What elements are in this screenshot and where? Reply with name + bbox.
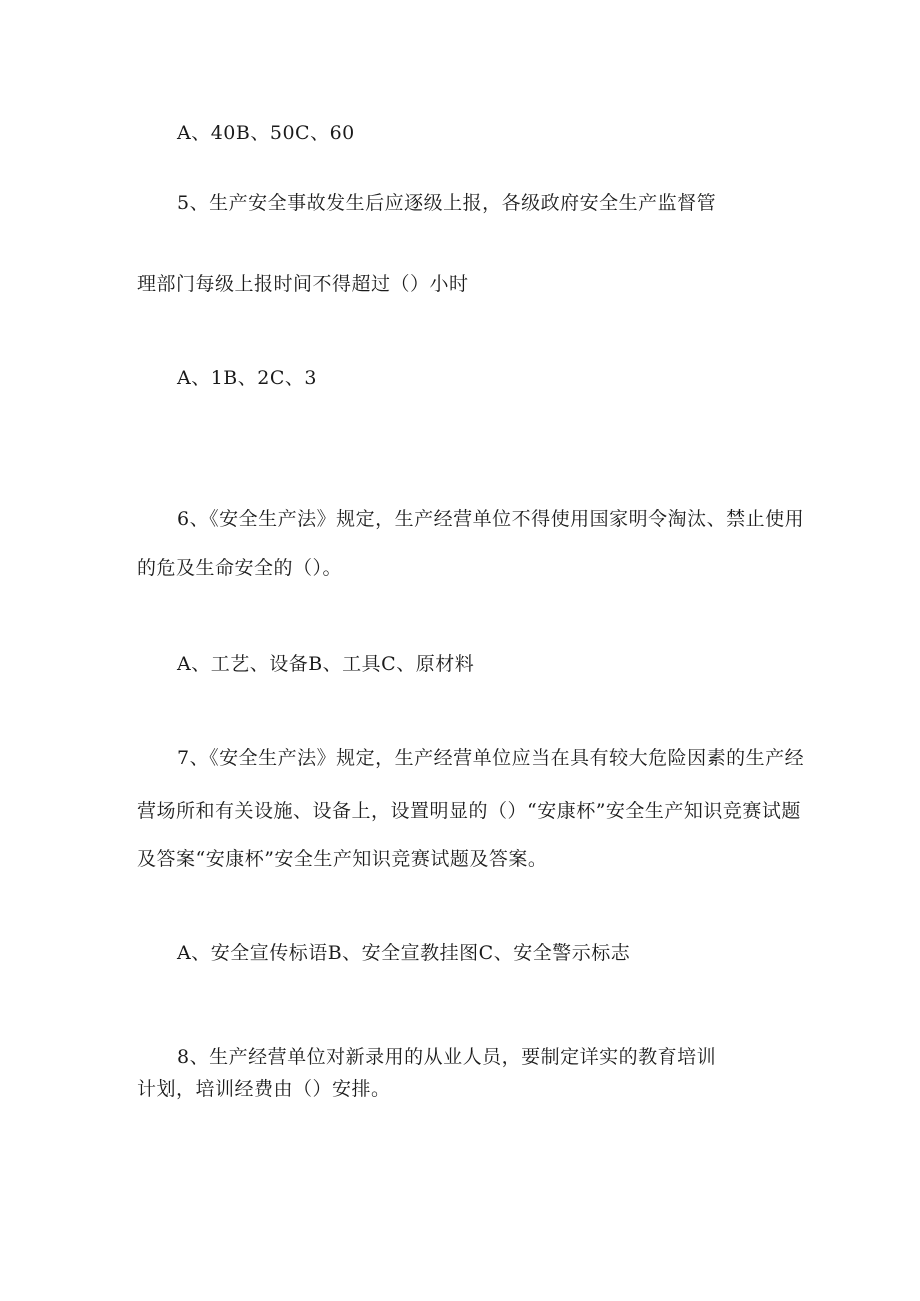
q4-options: A、40B、50C、60 xyxy=(177,122,355,144)
q6-text-line-1: 6、《安全生产法》规定，生产经营单位不得使用国家明令淘汰、禁止使用 xyxy=(177,508,805,530)
q7-text-line-1: 7、《安全生产法》规定，生产经营单位应当在具有较大危险因素的生产经 xyxy=(177,747,805,769)
q7-options: A、安全宣传标语B、安全宣教挂图C、安全警示标志 xyxy=(177,942,631,964)
q6-text-line-2: 的危及生命安全的（）。 xyxy=(137,557,343,579)
q5-text-line-2: 理部门每级上报时间不得超过（）小时 xyxy=(137,273,469,295)
q8-text-line-2: 计划，培训经费由（）安排。 xyxy=(137,1078,391,1100)
q7-text-line-3: 及答案“安康杯”安全生产知识竞赛试题及答案。 xyxy=(137,848,548,870)
q8-text-line-1: 8、生产经营单位对新录用的从业人员，要制定详实的教育培训 xyxy=(177,1046,717,1068)
q5-options: A、1B、2C、3 xyxy=(177,367,317,389)
q5-text-line-1: 5、生产安全事故发生后应逐级上报，各级政府安全生产监督管 xyxy=(177,192,717,214)
q6-options: A、工艺、设备B、工具C、原材料 xyxy=(177,653,475,675)
q7-text-line-2: 营场所和有关设施、设备上，设置明显的（）“安康杯”安全生产知识竞赛试题 xyxy=(137,800,801,822)
